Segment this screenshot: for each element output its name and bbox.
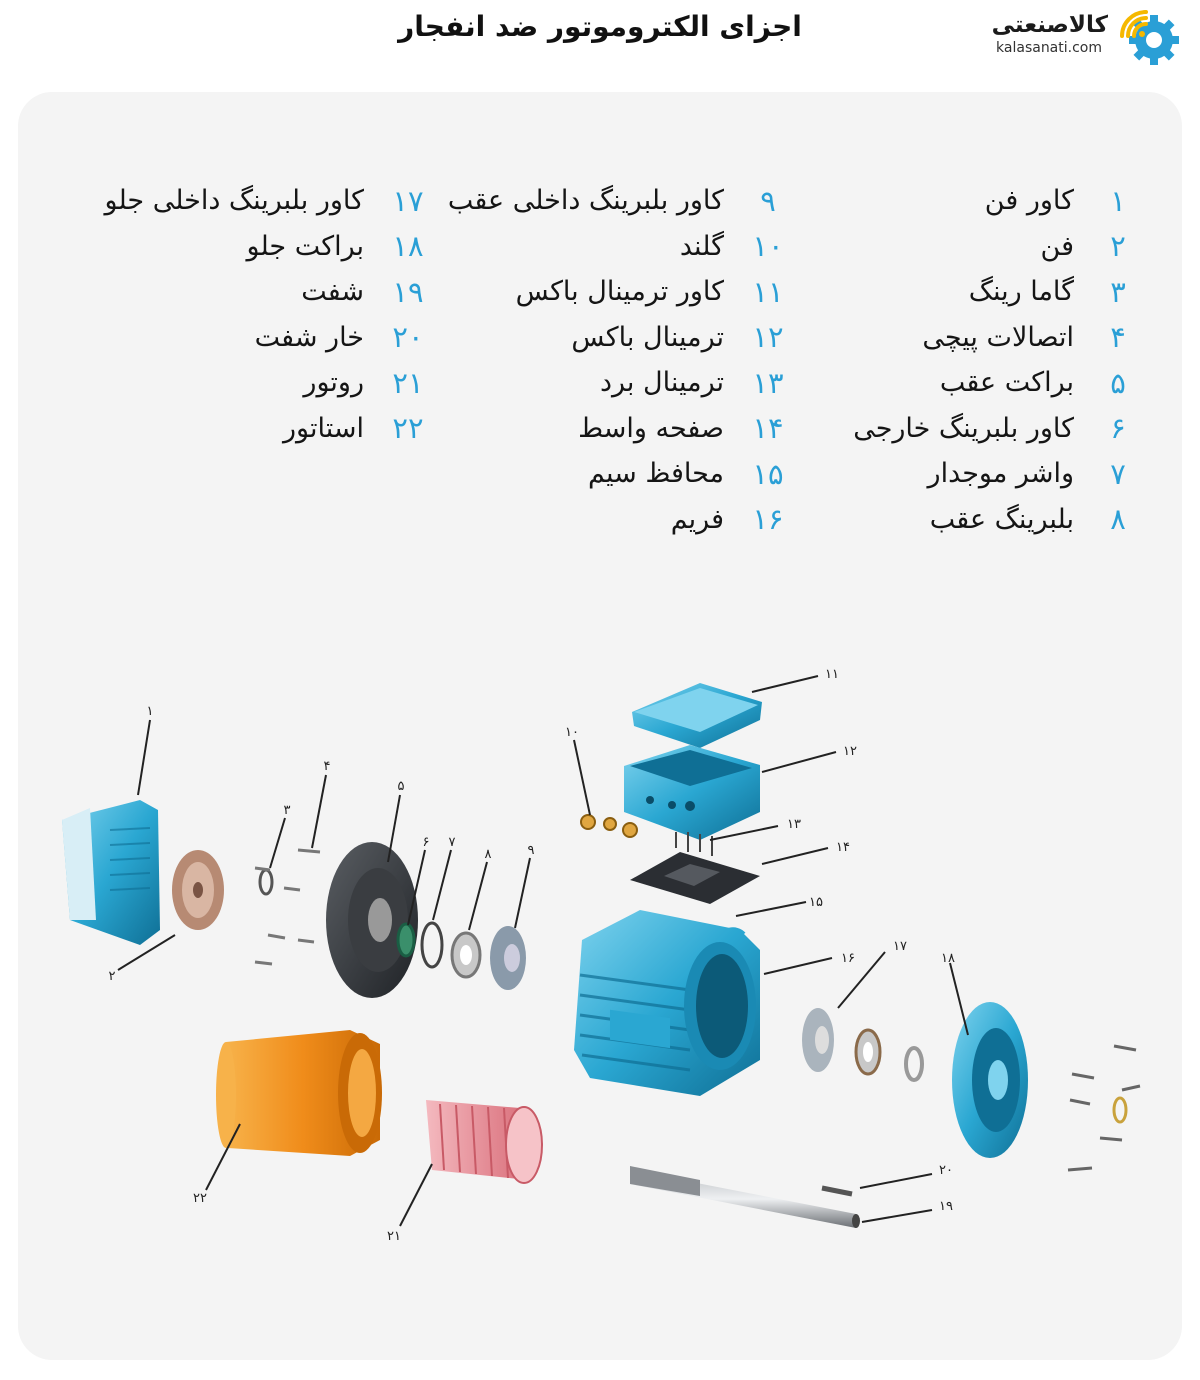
legend-label: کاور بلبرینگ داخلی جلو bbox=[104, 185, 364, 217]
legend-number: ۵ bbox=[1110, 365, 1126, 400]
legend-number: ۱۴ bbox=[752, 411, 784, 446]
callout-7: ۷ bbox=[448, 835, 456, 850]
callout-22: ۲۲ bbox=[193, 1191, 207, 1206]
callout-15: ۱۵ bbox=[809, 895, 823, 910]
legend-label: گاما رینگ bbox=[968, 276, 1074, 308]
adapter-plate-part bbox=[630, 852, 760, 904]
legend-label: خار شفت bbox=[254, 321, 364, 353]
legend-number: ۳ bbox=[1110, 274, 1126, 309]
terminal-box-part bbox=[624, 745, 760, 840]
legend-number: ۱۵ bbox=[752, 456, 784, 491]
callout-3: ۳ bbox=[283, 803, 291, 818]
callout-16: ۱۶ bbox=[841, 951, 855, 966]
callout-8: ۸ bbox=[484, 847, 492, 862]
legend-number: ۱۸ bbox=[392, 229, 424, 264]
callout-6: ۶ bbox=[422, 835, 430, 850]
callout-14: ۱۴ bbox=[836, 840, 850, 855]
legend-label: براکت جلو bbox=[246, 230, 364, 262]
legend-number: ۲۲ bbox=[392, 411, 424, 446]
legend-label: گلند bbox=[679, 230, 724, 262]
legend-number: ۸ bbox=[1110, 502, 1126, 537]
legend-label: روتور bbox=[303, 367, 364, 399]
legend-label: استاتور bbox=[283, 412, 364, 444]
callout-2: ۲ bbox=[108, 969, 116, 984]
callout-1: ۱ bbox=[146, 704, 154, 719]
legend-number: ۱۳ bbox=[752, 365, 784, 400]
terminal-box-cover-part bbox=[632, 683, 762, 748]
legend-number: ۷ bbox=[1110, 456, 1126, 491]
legend-label: کاور ترمینال باکس bbox=[515, 276, 724, 308]
front-washer-part bbox=[906, 1048, 922, 1080]
inner-rear-bearing-cover-part bbox=[490, 926, 526, 990]
fan-part bbox=[172, 850, 224, 930]
callout-5: ۵ bbox=[397, 779, 405, 794]
callout-11: ۱۱ bbox=[825, 667, 839, 682]
callout-21: ۲۱ bbox=[387, 1229, 401, 1244]
legend-number: ۲ bbox=[1110, 229, 1126, 264]
front-bolts-part bbox=[1068, 1046, 1140, 1170]
stator-part bbox=[216, 1030, 382, 1156]
brand-name: کالاصنعتی bbox=[991, 12, 1108, 38]
inner-front-bearing-cover-part bbox=[802, 1008, 834, 1072]
callout-4: ۴ bbox=[323, 759, 331, 774]
legend-number: ۲۱ bbox=[392, 365, 424, 400]
legend-label: واشر موجدار bbox=[927, 458, 1074, 490]
legend-number: ۶ bbox=[1110, 411, 1126, 446]
legend-label: محافظ سیم bbox=[588, 458, 724, 490]
legend-number: ۱۲ bbox=[752, 320, 784, 355]
rotor-part bbox=[426, 1100, 542, 1183]
legend-label: ترمینال برد bbox=[599, 367, 724, 399]
legend-label: فریم bbox=[670, 503, 724, 535]
rear-bracket-part bbox=[326, 842, 418, 998]
front-bearing-part bbox=[856, 1030, 880, 1074]
legend-label: شفت bbox=[301, 276, 364, 308]
callout-18: ۱۸ bbox=[941, 951, 955, 966]
page-title: اجزای الکتروموتور ضد انفجار bbox=[398, 10, 802, 43]
bolts-part bbox=[255, 850, 320, 964]
legend-number: ۱۹ bbox=[392, 274, 424, 309]
legend-label: کاور بلبرینگ داخلی عقب bbox=[447, 185, 724, 217]
legend-number: ۱۰ bbox=[752, 229, 784, 264]
legend-label: بلبرینگ عقب bbox=[929, 503, 1074, 535]
legend-number: ۱۱ bbox=[752, 274, 784, 309]
legend-number: ۹ bbox=[760, 183, 776, 218]
legend-number: ۱۷ bbox=[392, 183, 424, 218]
brand-url: kalasanati.com bbox=[996, 40, 1102, 56]
outer-bearing-cover-part bbox=[398, 924, 414, 956]
callout-17: ۱۷ bbox=[893, 939, 907, 954]
legend-label: کاور بلبرینگ خارجی bbox=[853, 412, 1074, 444]
callout-10: ۱۰ bbox=[565, 725, 579, 740]
legend-label: ترمینال باکس bbox=[571, 321, 724, 353]
gamma-ring-part bbox=[260, 870, 272, 894]
rear-bearing-part bbox=[452, 933, 480, 977]
legend-label: اتصالات پیچی bbox=[922, 321, 1074, 353]
legend-label: کاور فن bbox=[984, 185, 1074, 217]
legend-number: ۱۶ bbox=[752, 502, 784, 537]
legend-number: ۴ bbox=[1110, 320, 1126, 355]
front-gamma-ring-part bbox=[1114, 1098, 1126, 1122]
callout-19: ۱۹ bbox=[939, 1199, 953, 1214]
legend-label: براکت عقب bbox=[939, 367, 1074, 399]
shaft-key-part bbox=[822, 1188, 852, 1194]
callout-20: ۲۰ bbox=[939, 1163, 953, 1178]
shaft-part bbox=[630, 1166, 860, 1228]
callout-12: ۱۲ bbox=[843, 744, 857, 759]
wave-washer-part bbox=[422, 923, 442, 967]
legend-label: صفحه واسط bbox=[578, 412, 724, 444]
frame-part bbox=[574, 910, 760, 1096]
legend-label: فن bbox=[1040, 230, 1074, 262]
fan-cover-part bbox=[62, 800, 160, 945]
callout-9: ۹ bbox=[527, 843, 535, 858]
legend-number: ۱ bbox=[1110, 183, 1126, 218]
front-bracket-part bbox=[952, 1002, 1028, 1158]
callout-13: ۱۳ bbox=[787, 817, 801, 832]
legend-number: ۲۰ bbox=[392, 320, 424, 355]
gland-part bbox=[581, 815, 637, 837]
